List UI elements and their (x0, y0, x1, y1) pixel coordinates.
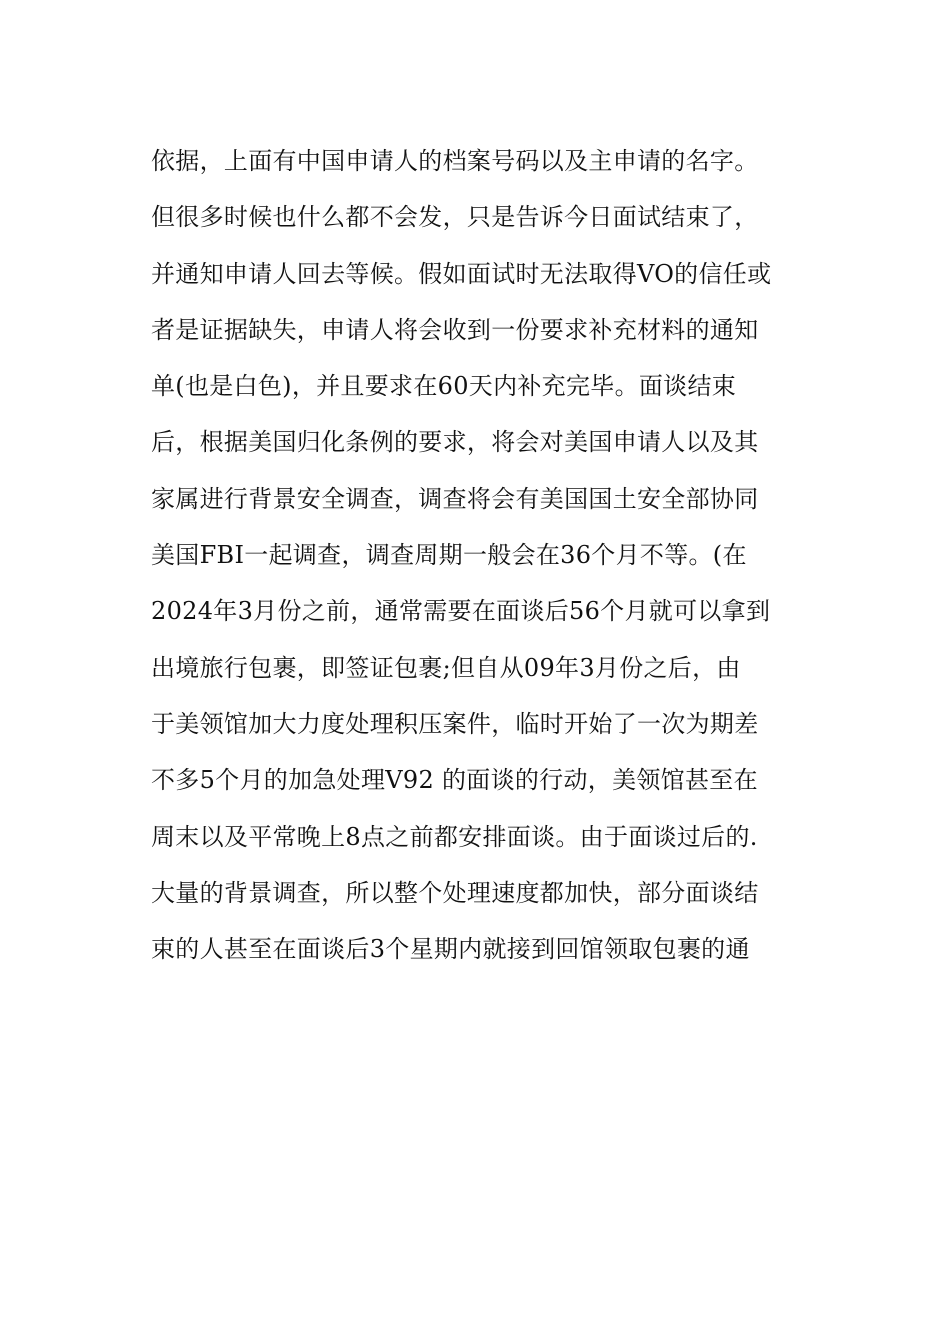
text-line: 者是证据缺失，申请人将会收到一份要求补充材料的通知 (151, 315, 759, 344)
text-line: 但很多时候也什么都不会发，只是告诉今日面试结束了， (151, 203, 759, 232)
text-line: 于美领馆加大力度处理积压案件，临时开始了一次为期差 (151, 709, 759, 738)
text-line: 美国FBI一起调查，调查周期一般会在36个月不等。(在 (151, 541, 747, 570)
text-line: 不多5个月的加急处理V92 的面谈的行动，美领馆甚至在 (151, 766, 758, 795)
text-line: 大量的背景调查，所以整个处理速度都加快，部分面谈结 (151, 878, 759, 907)
text-line: 单(也是白色)，并且要求在60天内补充完毕。面谈结束 (151, 372, 737, 401)
text-line: 并通知申请人回去等候。假如面试时无法取得VO的信任或 (151, 259, 772, 288)
text-line: 出境旅行包裹，即签证包裹;但自从09年3月份之后，由 (151, 653, 741, 682)
text-line: 后，根据美国归化条例的要求，将会对美国申请人以及其 (151, 428, 759, 457)
text-line: 依据，上面有中国申请人的档案号码以及主申请的名字。 (151, 147, 759, 175)
body-text (151, 133, 811, 977)
text-line: 2024年3月份之前，通常需要在面谈后56个月就可以拿到 (151, 597, 771, 626)
text-line: 束的人甚至在面谈后3个星期内就接到回馆领取包裹的通 (151, 935, 750, 964)
text-line: 家属进行背景安全调查，调查将会有美国国土安全部协同 (151, 484, 759, 513)
text-line: 周末以及平常晚上8点之前都安排面谈。由于面谈过后的. (151, 822, 758, 851)
